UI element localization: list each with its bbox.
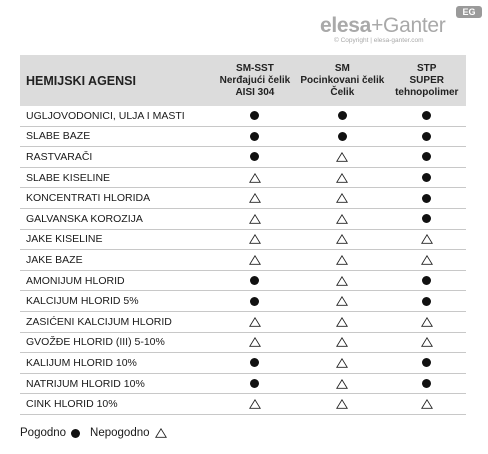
resistance-cell: [213, 127, 297, 147]
triangle-outline-icon: [249, 193, 261, 203]
triangle-outline-icon: [249, 214, 261, 224]
table-row: [20, 271, 466, 292]
table-row: [20, 147, 466, 168]
legend-no-label: Nepogodno: [90, 427, 150, 439]
filled-circle-icon: [338, 132, 347, 141]
header-sm: SM Pocinkovani čelik Čelik: [300, 62, 385, 98]
resistance-cell: [300, 333, 384, 353]
triangle-outline-icon: [336, 276, 348, 286]
filled-circle-icon: [250, 379, 259, 388]
triangle-outline-icon: [336, 234, 348, 244]
triangle-outline-icon: [421, 337, 433, 347]
header-sm-sst: SM-SST Nerđajući čelik AISI 304: [219, 62, 291, 98]
agent-name: KONCENTRATI HLORIDA: [26, 192, 151, 205]
resistance-cell: [300, 209, 384, 229]
filled-circle-icon: [250, 111, 259, 120]
resistance-cell: [213, 106, 297, 126]
triangle-outline-icon: [421, 255, 433, 265]
agent-name: JAKE KISELINE: [26, 233, 103, 246]
agent-name: SLABE BAZE: [26, 130, 91, 143]
resistance-cell: [213, 312, 297, 332]
resistance-cell: [388, 106, 466, 126]
filled-circle-icon: [250, 152, 259, 161]
triangle-outline-icon: [336, 317, 348, 327]
table-row: [20, 127, 466, 148]
triangle-outline-icon: [336, 399, 348, 409]
header-stp: STP SUPER tehnopolimer: [395, 62, 459, 98]
triangle-outline-icon: [336, 173, 348, 183]
table-row: [20, 312, 466, 333]
filled-circle-icon: [422, 214, 431, 223]
triangle-outline-icon: [249, 255, 261, 265]
table-row: [20, 374, 466, 395]
agent-name: ZASIĆENI KALCIJUM HLORID: [26, 315, 172, 328]
filled-circle-icon: [422, 276, 431, 285]
resistance-cell: [388, 168, 466, 188]
resistance-cell: [300, 147, 384, 167]
filled-circle-icon: [250, 297, 259, 306]
resistance-cell: [388, 188, 466, 208]
resistance-cell: [300, 394, 384, 414]
resistance-cell: [388, 312, 466, 332]
triangle-outline-icon: [336, 337, 348, 347]
filled-circle-icon: [422, 173, 431, 182]
resistance-cell: [300, 230, 384, 250]
triangle-outline-icon: [336, 358, 348, 368]
table-header: [20, 55, 466, 106]
table-row: [20, 291, 466, 312]
triangle-outline-icon: [336, 296, 348, 306]
triangle-outline-icon: [336, 193, 348, 203]
elesa-ganter-logo: [318, 6, 484, 46]
resistance-cell: [300, 168, 384, 188]
resistance-cell: [388, 250, 466, 270]
resistance-cell: [300, 271, 384, 291]
legend: [20, 427, 167, 439]
resistance-cell: [213, 250, 297, 270]
agent-name: GVOŽĐE HLORID (III) 5-10%: [26, 336, 165, 349]
logo-elesa: elesa: [320, 14, 372, 37]
resistance-cell: [213, 168, 297, 188]
table-row: [20, 209, 466, 230]
table-row: [20, 230, 466, 251]
table-row: [20, 168, 466, 189]
filled-circle-icon: [250, 276, 259, 285]
logo-copyright: © Copyright | elesa-ganter.com: [334, 37, 424, 44]
triangle-outline-icon: [249, 399, 261, 409]
table-row: [20, 188, 466, 209]
resistance-cell: [388, 353, 466, 373]
resistance-cell: [213, 374, 297, 394]
resistance-cell: [213, 230, 297, 250]
resistance-cell: [388, 394, 466, 414]
resistance-cell: [300, 127, 384, 147]
resistance-cell: [388, 333, 466, 353]
resistance-cell: [388, 291, 466, 311]
triangle-outline-icon: [249, 173, 261, 183]
triangle-outline-icon: [336, 255, 348, 265]
resistance-cell: [388, 271, 466, 291]
table-row: [20, 394, 466, 415]
logo-badge: EG: [456, 6, 482, 18]
triangle-outline-icon: [421, 317, 433, 327]
table-row: [20, 250, 466, 271]
resistance-cell: [300, 106, 384, 126]
resistance-cell: [300, 250, 384, 270]
resistance-cell: [300, 291, 384, 311]
header-agent: HEMIJSKI AGENSI: [26, 73, 136, 88]
triangle-outline-icon: [249, 337, 261, 347]
resistance-cell: [213, 394, 297, 414]
resistance-cell: [213, 333, 297, 353]
triangle-outline-icon: [155, 428, 167, 438]
agent-name: AMONIJUM HLORID: [26, 274, 125, 287]
resistance-cell: [213, 209, 297, 229]
resistance-cell: [213, 147, 297, 167]
resistance-cell: [213, 291, 297, 311]
filled-circle-icon: [250, 132, 259, 141]
filled-circle-icon: [71, 429, 80, 438]
resistance-cell: [213, 353, 297, 373]
resistance-cell: [300, 312, 384, 332]
legend-ok-label: Pogodno: [20, 427, 67, 439]
agent-name: RASTVARAČI: [26, 150, 93, 163]
filled-circle-icon: [422, 194, 431, 203]
table-row: [20, 333, 466, 354]
agent-name: CINK HLORID 10%: [26, 398, 118, 411]
resistance-cell: [213, 188, 297, 208]
resistance-cell: [388, 230, 466, 250]
agent-name: NATRIJUM HLORID 10%: [26, 377, 145, 390]
table-body: [20, 106, 466, 415]
resistance-cell: [300, 353, 384, 373]
resistance-cell: [388, 127, 466, 147]
resistance-cell: [213, 271, 297, 291]
filled-circle-icon: [422, 132, 431, 141]
agent-name: KALIJUM HLORID 10%: [26, 356, 137, 369]
resistance-cell: [388, 147, 466, 167]
table-row: [20, 106, 466, 127]
agent-name: JAKE BAZE: [26, 253, 83, 266]
agent-name: GALVANSKA KOROZIJA: [26, 212, 143, 225]
triangle-outline-icon: [249, 234, 261, 244]
triangle-outline-icon: [336, 379, 348, 389]
resistance-cell: [300, 374, 384, 394]
chemical-resistance-table: [20, 55, 466, 415]
filled-circle-icon: [422, 379, 431, 388]
logo-plus: +: [371, 14, 384, 37]
agent-name: SLABE KISELINE: [26, 171, 111, 184]
filled-circle-icon: [338, 111, 347, 120]
filled-circle-icon: [422, 152, 431, 161]
agent-name: KALCIJUM HLORID 5%: [26, 295, 139, 308]
filled-circle-icon: [422, 111, 431, 120]
filled-circle-icon: [422, 297, 431, 306]
resistance-cell: [388, 374, 466, 394]
triangle-outline-icon: [421, 234, 433, 244]
triangle-outline-icon: [336, 214, 348, 224]
triangle-outline-icon: [336, 152, 348, 162]
logo-wordmark: [320, 14, 445, 38]
table-row: [20, 353, 466, 374]
triangle-outline-icon: [421, 399, 433, 409]
agent-name: UGLJOVODONICI, ULJA I MASTI: [26, 109, 185, 122]
filled-circle-icon: [250, 358, 259, 367]
resistance-cell: [300, 188, 384, 208]
resistance-cell: [388, 209, 466, 229]
triangle-outline-icon: [249, 317, 261, 327]
logo-ganter: Ganter: [383, 14, 446, 37]
filled-circle-icon: [422, 358, 431, 367]
